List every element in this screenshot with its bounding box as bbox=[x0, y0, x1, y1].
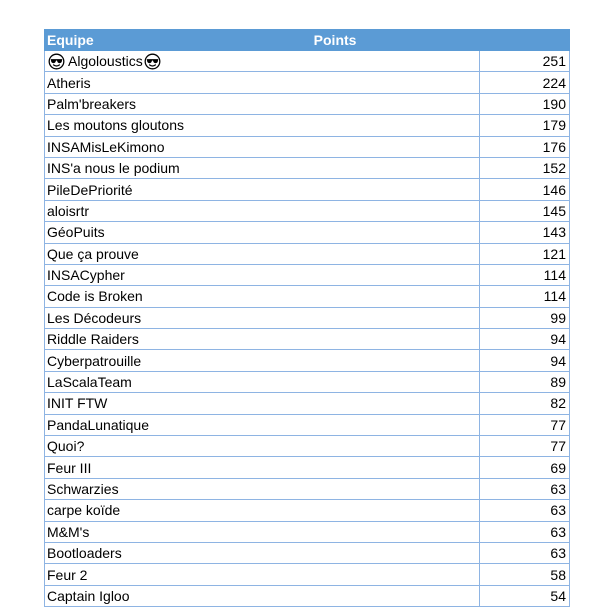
team-name-cell bbox=[45, 329, 480, 350]
table-row bbox=[45, 478, 570, 499]
points-cell: 63 bbox=[480, 521, 570, 542]
team-name-cell bbox=[45, 500, 480, 521]
table-row bbox=[45, 500, 570, 521]
team-name: GéoPuits bbox=[47, 224, 105, 241]
team-name-cell bbox=[45, 93, 480, 114]
points-cell: 176 bbox=[480, 136, 570, 157]
table-row bbox=[45, 179, 570, 200]
points-cell: 143 bbox=[480, 222, 570, 243]
team-name: PandaLunatique bbox=[47, 416, 149, 433]
team-name-cell bbox=[45, 179, 480, 200]
points-cell: 179 bbox=[480, 115, 570, 136]
ranking-table bbox=[44, 29, 570, 607]
table-header bbox=[45, 30, 570, 51]
team-name: INSAMisLeKimono bbox=[47, 138, 165, 155]
table-row bbox=[45, 264, 570, 285]
team-name-cell bbox=[45, 521, 480, 542]
team-name-cell bbox=[45, 200, 480, 221]
table-row bbox=[45, 521, 570, 542]
team-name: Feur 2 bbox=[47, 566, 88, 583]
table-body bbox=[45, 51, 570, 607]
team-name-cell bbox=[45, 564, 480, 585]
table-row bbox=[45, 72, 570, 93]
team-name: INS'a nous le podium bbox=[47, 160, 180, 177]
team-name: Algoloustics bbox=[68, 53, 143, 70]
header-row bbox=[45, 30, 570, 51]
team-name: Les Décodeurs bbox=[47, 309, 142, 326]
team-name: Feur III bbox=[47, 459, 92, 476]
team-name: INSACypher bbox=[47, 267, 125, 284]
points-cell: 82 bbox=[480, 393, 570, 414]
team-header-label: Equipe bbox=[47, 32, 94, 48]
team-name: Quoi? bbox=[47, 438, 85, 455]
team-name: Palm'breakers bbox=[47, 95, 137, 112]
points-cell: 94 bbox=[480, 350, 570, 371]
points-cell: 114 bbox=[480, 264, 570, 285]
team-name-cell bbox=[45, 478, 480, 499]
points-column-header: Points bbox=[313, 32, 357, 48]
table-row bbox=[45, 414, 570, 435]
table-row bbox=[45, 243, 570, 264]
team-name-cell bbox=[45, 414, 480, 435]
team-name-cell bbox=[45, 136, 480, 157]
table-row bbox=[45, 200, 570, 221]
team-name-cell bbox=[45, 350, 480, 371]
team-name-cell bbox=[45, 157, 480, 178]
team-name: Les moutons gloutons bbox=[47, 117, 184, 134]
points-cell: 89 bbox=[480, 371, 570, 392]
table-row bbox=[45, 115, 570, 136]
points-column-spacer bbox=[480, 30, 570, 51]
sunglasses-face-icon bbox=[144, 53, 161, 70]
team-name: aloisrtr bbox=[47, 202, 90, 219]
table-row bbox=[45, 329, 570, 350]
points-cell: 63 bbox=[480, 542, 570, 563]
team-name-cell bbox=[45, 222, 480, 243]
team-name-cell bbox=[45, 436, 480, 457]
team-name: Cyberpatrouille bbox=[47, 352, 142, 369]
points-cell: 77 bbox=[480, 436, 570, 457]
points-cell: 146 bbox=[480, 179, 570, 200]
team-name: Bootloaders bbox=[47, 545, 122, 562]
points-cell: 63 bbox=[480, 500, 570, 521]
team-name-cell bbox=[45, 307, 480, 328]
table-row bbox=[45, 51, 570, 72]
table-row bbox=[45, 371, 570, 392]
team-name-cell bbox=[45, 72, 480, 93]
table-row bbox=[45, 93, 570, 114]
team-name-cell bbox=[45, 371, 480, 392]
team-name: PileDePriorité bbox=[47, 181, 133, 198]
team-name-cell bbox=[45, 264, 480, 285]
sunglasses-face-icon bbox=[48, 53, 65, 70]
points-cell: 94 bbox=[480, 329, 570, 350]
points-cell: 69 bbox=[480, 457, 570, 478]
table-row bbox=[45, 222, 570, 243]
points-cell: 152 bbox=[480, 157, 570, 178]
table-row bbox=[45, 457, 570, 478]
table-row bbox=[45, 564, 570, 585]
team-name-cell bbox=[45, 393, 480, 414]
table-row bbox=[45, 585, 570, 606]
points-cell: 224 bbox=[480, 72, 570, 93]
team-name: LaScalaTeam bbox=[47, 374, 132, 391]
team-name: Atheris bbox=[47, 74, 91, 91]
team-name-cell bbox=[45, 51, 480, 72]
team-name: M&M's bbox=[47, 523, 90, 540]
table-row bbox=[45, 350, 570, 371]
team-name: Code is Broken bbox=[47, 288, 143, 305]
table-row bbox=[45, 136, 570, 157]
team-name-cell bbox=[45, 542, 480, 563]
team-name: Que ça prouve bbox=[47, 245, 139, 262]
team-name: INIT FTW bbox=[47, 395, 108, 412]
points-cell: 54 bbox=[480, 585, 570, 606]
team-name: carpe koïde bbox=[47, 502, 121, 519]
team-name: Captain Igloo bbox=[47, 587, 130, 604]
points-cell: 99 bbox=[480, 307, 570, 328]
table-row bbox=[45, 157, 570, 178]
team-name: Schwarzies bbox=[47, 481, 119, 497]
points-cell: 251 bbox=[480, 51, 570, 72]
table-row bbox=[45, 307, 570, 328]
team-name-cell bbox=[45, 243, 480, 264]
points-cell: 63 bbox=[480, 478, 570, 499]
table-row bbox=[45, 436, 570, 457]
points-cell: 190 bbox=[480, 93, 570, 114]
team-column-header bbox=[45, 30, 480, 51]
team-name-cell bbox=[45, 115, 480, 136]
points-cell: 58 bbox=[480, 564, 570, 585]
table-row bbox=[45, 542, 570, 563]
team-name-cell bbox=[45, 286, 480, 307]
points-cell: 121 bbox=[480, 243, 570, 264]
team-name: Riddle Raiders bbox=[47, 331, 139, 348]
points-cell: 145 bbox=[480, 200, 570, 221]
table-row bbox=[45, 286, 570, 307]
team-name-cell bbox=[45, 585, 480, 606]
points-cell: 77 bbox=[480, 414, 570, 435]
team-name-cell bbox=[45, 457, 480, 478]
table-row bbox=[45, 393, 570, 414]
points-cell: 114 bbox=[480, 286, 570, 307]
